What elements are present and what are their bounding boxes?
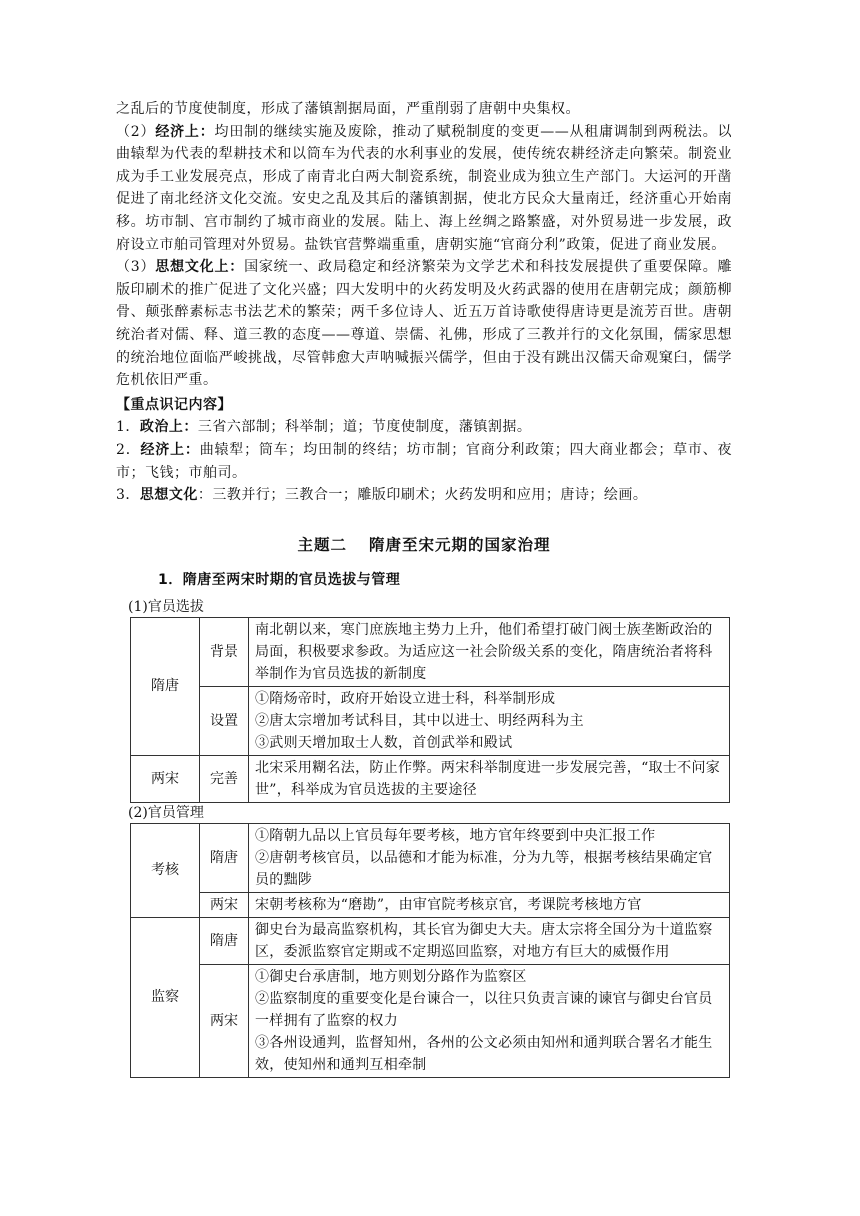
table-line: ②监察制度的重要变化是台谏合一，以往只负责言谏的谏官与御史台官员一样拥有了监察的权力 <box>255 990 713 1029</box>
table-line: ②唐朝考核官员，以品德和才能为标准，分为九等，根据考核结果确定官员的黜陟 <box>255 849 713 888</box>
table-row <box>131 617 730 686</box>
key-point-key: 经济上： <box>140 441 200 458</box>
key-point-text: 三省六部制；科举制；道；节度使制度，藩镇割据。 <box>197 419 532 436</box>
economy-paragraph <box>116 121 732 257</box>
official-management-table <box>130 823 730 1078</box>
table-label-cell: 设置 <box>200 686 249 755</box>
table-line: ③各州设通判，监督知州，各州的公文必须由知州和通判联合署名才能生效，使知州和通判互相牵制 <box>255 1034 713 1073</box>
official-selection-table <box>130 617 730 803</box>
culture-key: 思想文化上： <box>155 259 245 276</box>
document-page <box>116 98 732 1078</box>
culture-text: 国家统一、政局稳定和经济繁荣为文学艺术和科技发展提供了重要保障。雕版印刷术的推广促进了文化兴盛；四大发明中的火药发明及火药武器的使用在唐朝完成；颜筋柳骨、颠张醉素标志书法艺术的繁荣；两千多位诗人、近五万首诗歌使得唐诗更是流芳百世。唐朝统治者对儒、释、道三教的态度——尊道、崇儒、礼佛，形成了三教并行的文化氛围，儒家思想的统治地位面临严峻挑战，尽管韩愈大声呐喊振兴儒学，但由于没有跳出汉儒天命观窠臼，儒学危机依旧严重。 <box>116 259 733 389</box>
economy-text: 均田制的继续实施及废除，推动了赋税制度的变更——从租庸调制到两税法。以曲辕犁为代表的犁耕技术和以筒车为代表的水利事业的发展，使传统农耕经济走向繁荣。制瓷业成为手工业发展亮点，形成了南青北白两大制瓷系统，制瓷业成为独立生产部门。大运河的开凿促进了南北经济文化交流。安史之乱及其后的藩镇割据，使北方民众大量南迁，经济重心开始南移。坊市制、宫市制约了城市商业的发展。陆上、海上丝绸之路繁盛，对外贸易进一步发展，政府设立市舶司管理对外贸易。盐铁官营弊端重重，唐朝实施“官商分利”政策，促进了商业发展。 <box>116 123 733 253</box>
key-point-number: 1． <box>116 419 140 436</box>
table-content-cell <box>249 964 730 1077</box>
economy-number: （2） <box>116 123 156 140</box>
table-label-cell: 完善 <box>200 755 249 802</box>
table-content-cell <box>249 823 730 892</box>
table-group-cell: 监察 <box>131 917 200 1077</box>
topic-name: 隋唐至宋元期的国家治理 <box>369 535 551 554</box>
intro-paragraph: 之乱后的节度使制度，形成了藩镇割据局面，严重削弱了唐朝中央集权。 <box>116 101 580 117</box>
key-point-number: 3． <box>116 487 140 504</box>
key-point-key: 思想文化 <box>139 487 198 504</box>
table-line: ①隋炀帝时，政府开始设立进士科，科举制形成 <box>255 690 556 707</box>
table-row <box>131 964 730 1077</box>
culture-number: （3） <box>116 259 156 276</box>
table-label-cell: 隋唐 <box>200 823 249 892</box>
key-point-item <box>116 416 732 439</box>
table1-caption: (1)官员选拔 <box>128 598 204 615</box>
key-points-heading: 【重点识记内容】 <box>116 396 232 413</box>
table-line: ②唐太宗增加考试科目，其中以进士、明经两科为主 <box>255 712 584 729</box>
topic-number: 主题二 <box>297 535 347 554</box>
key-point-item <box>116 484 732 507</box>
table-row <box>131 823 730 892</box>
table-group-cell: 两宋 <box>131 755 200 802</box>
table-line: ①御史台承唐制，地方则划分路作为监察区 <box>255 968 527 985</box>
table-group-cell: 考核 <box>131 823 200 917</box>
table-row <box>131 686 730 755</box>
table-row <box>131 917 730 964</box>
economy-key: 经济上： <box>155 123 215 140</box>
table-line: ①隋朝九品以上官员每年要考核，地方官年终要到中央汇报工作 <box>255 827 656 844</box>
section-title: 1．隋唐至两宋时期的官员选拔与管理 <box>158 571 401 588</box>
table-row <box>131 755 730 802</box>
key-point-text: 曲辕犁；筒车；均田制的终结；坊市制；官商分利政策；四大商业都会；草市、夜市；飞钱；市舶司。 <box>116 441 732 481</box>
table-label-cell: 隋唐 <box>200 917 249 964</box>
key-point-item <box>116 439 732 484</box>
culture-paragraph <box>116 256 732 392</box>
key-point-number: 2． <box>116 441 141 458</box>
table-content-cell: 南北朝以来，寒门庶族地主势力上升，他们希望打破门阀士族垄断政治的局面，积极要求参政。为适应这一社会阶级关系的变化，隋唐统治者将科举制作为官员选拔的新制度 <box>249 617 730 686</box>
table-content-cell <box>249 686 730 755</box>
table-label-cell: 两宋 <box>200 892 249 917</box>
table-content-cell: 宋朝考核称为“磨勘”，由审官院考核京官，考课院考核地方官 <box>249 892 730 917</box>
table-line: ③武则天增加取士人数，首创武举和殿试 <box>255 734 513 751</box>
table2-caption: (2)官员管理 <box>128 804 204 821</box>
table-label-cell: 两宋 <box>200 964 249 1077</box>
table-content-cell: 御史台为最高监察机构，其长官为御史大夫。唐太宗将全国分为十道监察区，委派监察官定期或不定期巡回监察，对地方有巨大的威慑作用 <box>249 917 730 964</box>
table-group-cell: 隋唐 <box>131 617 200 755</box>
table-row <box>131 892 730 917</box>
key-point-text: ：三教并行；三教合一；雕版印刷术；火药发明和应用；唐诗；绘画。 <box>197 487 648 504</box>
table-content-cell: 北宋采用糊名法，防止作弊。两宋科举制度进一步发展完善，“取士不问家世”，科举成为官员选拔的主要途径 <box>249 755 730 802</box>
key-point-key: 政治上： <box>139 419 198 436</box>
table-label-cell: 背景 <box>200 617 249 686</box>
topic-title <box>116 533 732 555</box>
